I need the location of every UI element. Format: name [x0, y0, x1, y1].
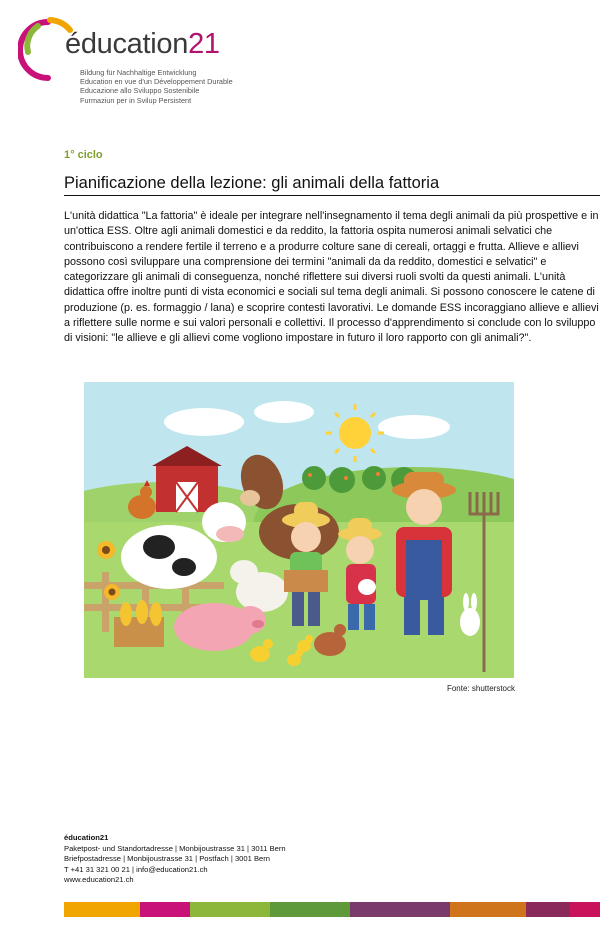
page-title: Pianificazione della lezione: gli animali della fattoria [64, 174, 600, 196]
color-bar-segment [526, 902, 570, 917]
farm-illustration [84, 382, 514, 678]
footer-website[interactable]: www.education21.ch [64, 875, 134, 885]
tagline-it: Educazione allo Sviluppo Sostenibile [80, 86, 200, 96]
logo-wordmark: éducation21 [65, 28, 220, 60]
tagline-rm: Furmaziun per in Svilup Persistent [80, 95, 192, 105]
color-bar-segment [64, 902, 140, 917]
color-bar-segment [570, 902, 600, 917]
education21-logo [18, 16, 278, 108]
tagline-fr: Education en vue d'un Développement Durable [80, 77, 233, 87]
cycle-label: 1° ciclo [64, 149, 103, 161]
footer-color-bar [64, 902, 600, 917]
footer-contact: T +41 31 321 00 21 | info@education21.ch [64, 864, 208, 874]
tagline-de: Bildung für Nachhaltige Entwicklung [80, 68, 197, 77]
footer-line: Paketpost- und Standortadresse | Monbijoustrasse 31 | 3011 Bern [64, 843, 286, 853]
footer-address [64, 833, 286, 886]
color-bar-segment [190, 902, 270, 917]
logo-tagline [80, 68, 233, 105]
intro-paragraph: L'unità didattica "La fattoria" è ideale per integrare nell'insegnamento il tema degli animali da più prospettive e in un'ottica ESS. Oltre agli animali domestici e da reddito, la fattoria ospita numerosi animali selvatici che contribuiscono a rendere fertile il terreno e a produrre colture sane di cereali, ortaggi e frutta. Allieve e allievi possono così sviluppare una comprensione dei termini "animali da da reddito, domestici e selvatici" e categorizzare gli animali di conseguenza, nonché riflettere sui diversi ruoli svolti da questi animali. L'unità didattica offre inoltre punti di vista economici e sociali sul tema degli animali. Si possono conoscere le catene di produzione (p. es. formaggio / lana) e scoprire contesti lavorativi. Le domande ESS incoraggiano allieve e allievi a riflettere sulle norme e sui valori personali e collettivi. Il processo d'apprendimento si conclude con lo sviluppo di visioni: "le allieve e gli allievi come vogliono impostare in futuro il loro rapporto con gli animali?". [64, 210, 599, 345]
image-credit: Fonte: shutterstock [446, 684, 515, 693]
footer-line: Briefpostadresse | Monbijoustrasse 31 | Postfach | 3001 Bern [64, 854, 270, 864]
color-bar-segment [350, 902, 450, 917]
footer-org: éducation21 [64, 833, 109, 842]
color-bar-segment [270, 902, 350, 917]
corn-basket-icon [114, 600, 164, 647]
color-bar-segment [140, 902, 190, 917]
color-bar-segment [450, 902, 526, 917]
